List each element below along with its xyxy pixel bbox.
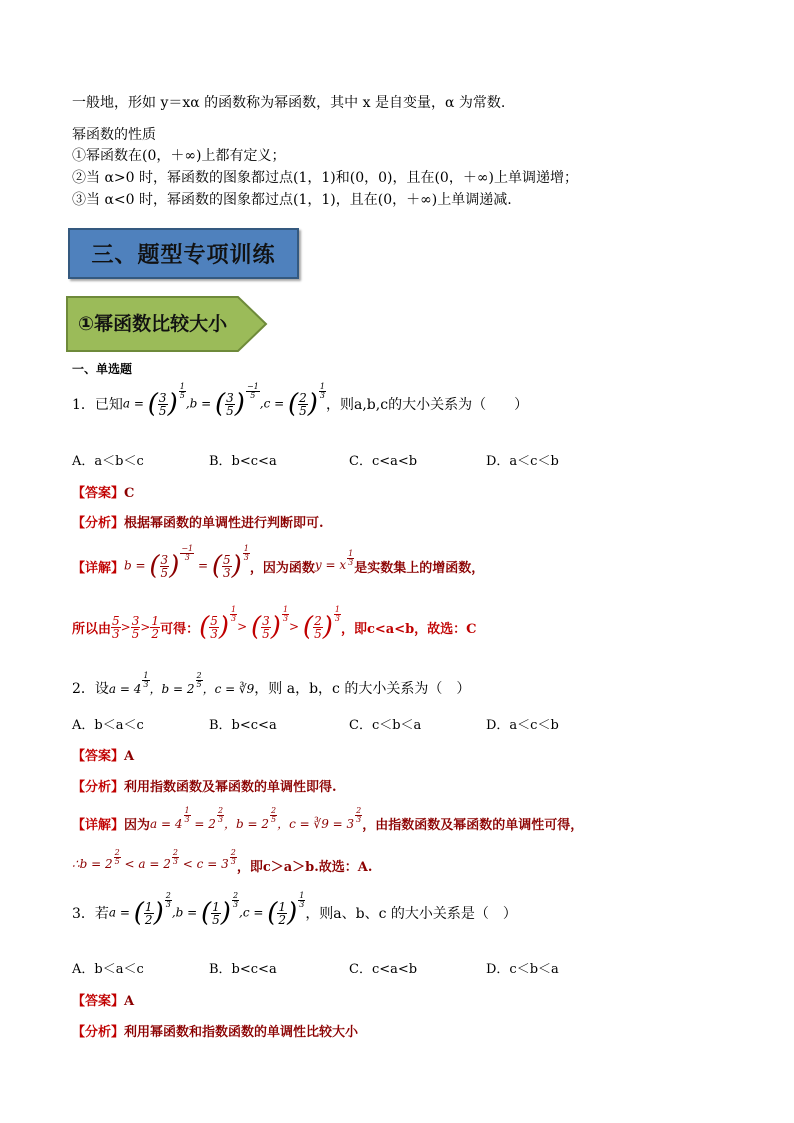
q1-formula: a = ( $\frac{3}{5}$ ) $\frac{1}{5}$ ,b = ( $\frac{3}{5}$ ) $\frac{-1}{5}$ ,c = ( $\frac{2}{5}$ ) $\frac{1}{3}$	[122, 382, 326, 419]
q2-detail-end: ，由指数函数及幂函数的单调性可得，	[362, 818, 584, 833]
q1-detail-tag: 【详解】	[72, 560, 125, 576]
q3-analysis-text: 利用幂函数和指数函数的单调性比较大小	[124, 1025, 359, 1040]
q1-detail-fn: y = x $\frac{1}{3}$	[314, 548, 354, 572]
group-title: 一、单选题	[72, 362, 133, 376]
q2-option-a: A．b＜a＜c	[72, 718, 144, 733]
q1-option-c: C．c<a<b	[349, 454, 418, 469]
q2-analysis-text: 利用指数函数及幂函数的单调性即得.	[124, 780, 337, 795]
q3-option-a: A．b＜a＜c	[72, 962, 144, 977]
q2-formula: a = 4 $\frac{1}{3}$ ，b = 2 $\frac{2}{5}$ ，c = ∛9	[108, 670, 255, 696]
q2-analysis	[72, 776, 337, 795]
q3-option-b: B．b<c<a	[209, 962, 277, 977]
q1-detail	[72, 544, 485, 581]
q2-analysis-tag: 【分析】	[72, 780, 125, 795]
q2-tail: ，则 a，b，c 的大小关系为（ ）	[254, 681, 471, 697]
q1-detail2-end: ，即c<a<b，故选：C	[340, 621, 477, 637]
q2-option-d: D．a＜c＜b	[486, 718, 559, 733]
property-1: ①幂函数在(0，＋∞)上都有定义；	[72, 148, 286, 164]
q1-stem	[72, 382, 529, 419]
q1-answer	[72, 482, 134, 501]
properties-title: 幂函数的性质	[72, 127, 156, 143]
q2-lead: 2．设	[72, 681, 109, 697]
q2-detail-tag: 【详解】	[72, 818, 125, 833]
q2-detail2-formula: ∴b = 2 $\frac{2}{5}$ < a = 2 $\frac{2}{3}$ < c = 3 $\frac{2}{3}$	[72, 848, 236, 871]
q3-answer-tag: 【答案】	[72, 994, 125, 1009]
q2-option-c: C．c＜b＜a	[349, 718, 422, 733]
q2-detail-lead: 因为	[124, 818, 151, 833]
q2-detail-formula: a = 4 $\frac{1}{3}$ = 2 $\frac{2}{3}$ ，b = 2 $\frac{2}{5}$ ，c = ∛9 = 3 $\frac{2}{3}$	[150, 806, 362, 831]
q2-answer-tag: 【答案】	[72, 749, 125, 764]
definition-text: 一般地，形如 y＝xα 的函数称为幂函数，其中 x 是自变量，α 为常数.	[72, 95, 506, 111]
q1-detail-formula: b = ( $\frac{3}{5}$ ) $\frac{-1}{3}$ = ( $\frac{5}{3}$ ) $\frac{1}{3}$	[124, 544, 249, 581]
section-banner: 三、题型专项训练	[68, 228, 299, 279]
q1-detail2-mid: 可得：	[160, 621, 200, 637]
q1-analysis	[72, 512, 324, 531]
q3-lead: 3．若	[72, 906, 109, 922]
property-2: ②当 α>0 时，幂函数的图象都过点(1，1)和(0，0)，且在(0，＋∞)上单调递增；	[72, 170, 578, 186]
property-3: ③当 α<0 时，幂函数的图象都过点(1，1)，且在(0，＋∞)上单调递减.	[72, 192, 512, 208]
q3-analysis-tag: 【分析】	[72, 1025, 125, 1040]
topic-title: ①幂函数比较大小	[78, 313, 228, 335]
q2-detail	[72, 806, 584, 833]
q1-option-d: D．a＜c＜b	[486, 454, 559, 469]
q3-formula: a = ( $\frac{1}{2}$ ) $\frac{2}{3}$ ,b = ( $\frac{1}{5}$ ) $\frac{2}{3}$ ,c = ( $\frac{1}{2}$ ) $\frac{1}{3}$	[108, 891, 305, 928]
q3-analysis	[72, 1021, 358, 1040]
q1-answer-tag: 【答案】	[72, 486, 125, 501]
q3-option-d: D．c＜b＜a	[486, 962, 559, 977]
q3-option-c: C．c<a<b	[349, 962, 418, 977]
q3-tail: ，则a、b、c 的大小关系是（ ）	[305, 906, 517, 922]
q1-detail2-lead: 所以由	[72, 621, 112, 637]
topic-arrow	[66, 296, 268, 352]
q1-detail-mid: ，因为函数	[249, 560, 315, 576]
q1-detail-end: 是实数集上的增函数，	[354, 560, 485, 576]
q2-answer	[72, 745, 134, 764]
q1-answer-value: C	[124, 486, 135, 501]
q1-analysis-text: 根据幂函数的单调性进行判断即可.	[124, 516, 324, 531]
q3-answer	[72, 990, 134, 1009]
q2-detail-2	[72, 848, 373, 875]
q2-answer-value: A	[124, 749, 135, 764]
q2-stem	[72, 670, 471, 698]
q2-option-b: B．b<c<a	[209, 718, 277, 733]
q1-lead: 1．已知	[72, 397, 123, 413]
q3-answer-value: A	[124, 994, 135, 1009]
q1-detail2-formula: ( $\frac{5}{3}$ ) $\frac{1}{3}$ > ( $\frac{3}{5}$ ) $\frac{1}{3}$ > ( $\frac{2}{5}$ ) $\frac{1}{3}$	[199, 605, 340, 642]
q1-detail2-ineq: $\frac{5}{3}$ > $\frac{3}{5}$ > $\frac{1}{2}$	[112, 613, 160, 641]
q2-detail2-end: ，即c＞a＞b.故选：A.	[236, 860, 373, 875]
q1-analysis-tag: 【分析】	[72, 516, 125, 531]
q1-option-a: A．a＜b＜c	[72, 454, 144, 469]
q3-stem	[72, 891, 517, 928]
q1-detail-2	[72, 605, 477, 642]
q1-tail: ，则a,b,c的大小关系为（ ）	[326, 397, 529, 413]
q1-option-b: B．b<c<a	[209, 454, 277, 469]
